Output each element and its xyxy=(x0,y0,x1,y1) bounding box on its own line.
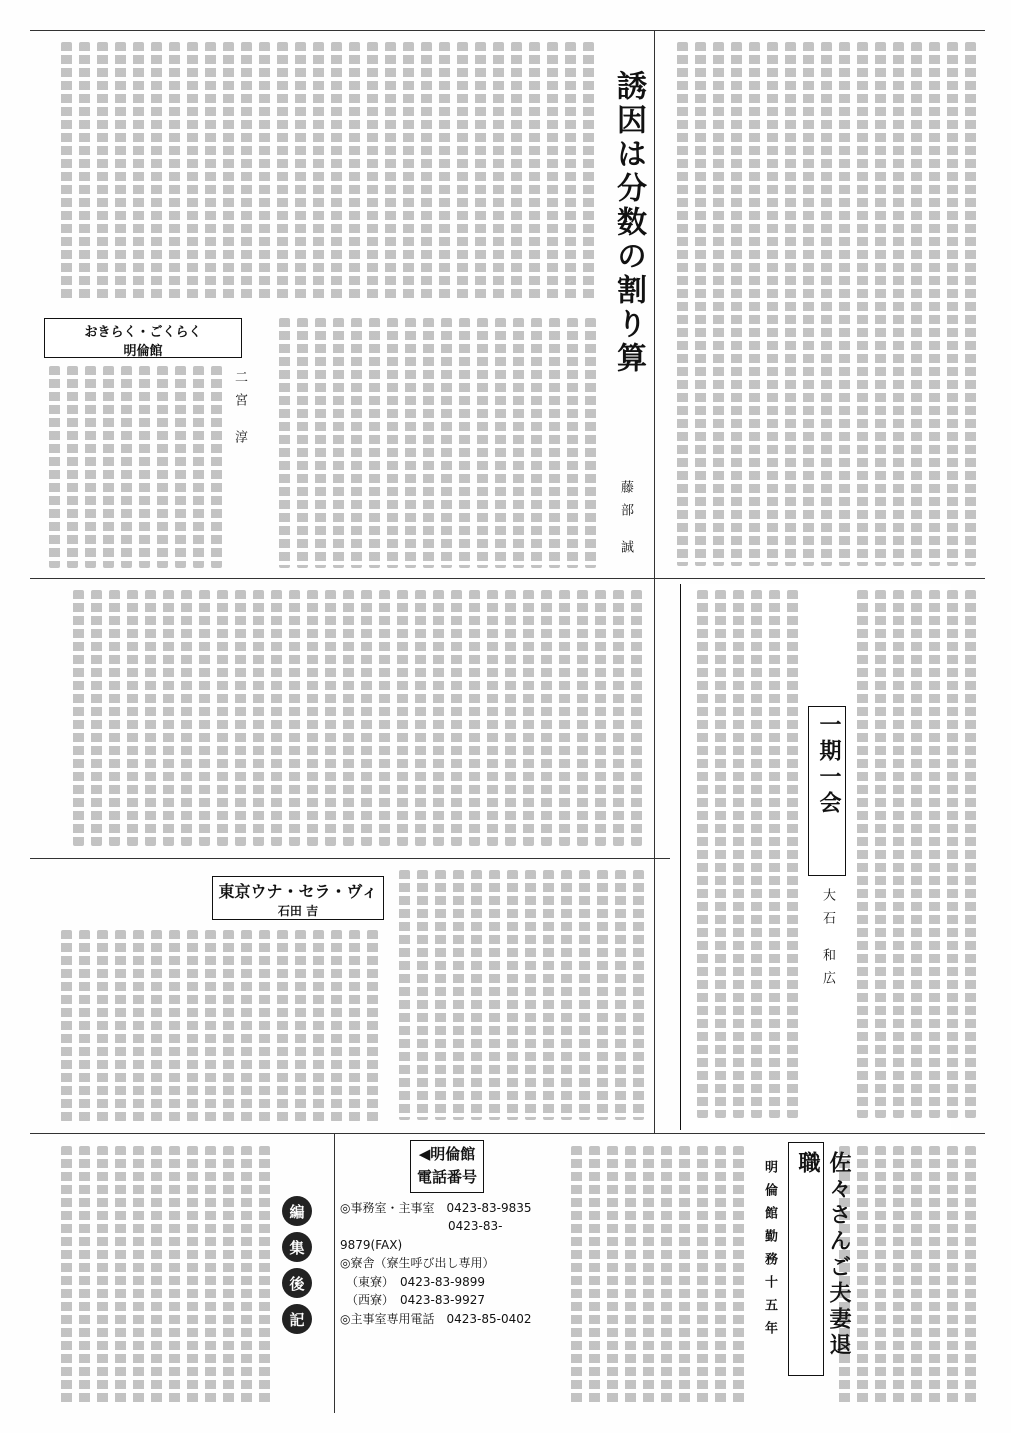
editor-char: 記 xyxy=(282,1304,312,1334)
okiraku-sub: 明倫館 xyxy=(123,344,163,359)
okiraku-heading-box xyxy=(44,318,242,358)
top-border xyxy=(30,30,985,31)
phone-line: ◎寮舎（寮生呼び出し専用） xyxy=(340,1256,495,1271)
col-divider-right xyxy=(654,30,655,1133)
ichigo-title-box xyxy=(808,706,846,876)
phone-numbers-box xyxy=(340,1140,554,1410)
phone-line: ◎主事室専用電話 0423-85-0402 xyxy=(340,1312,532,1327)
article-title-bunsu: 誘因は分数の割り算 xyxy=(611,70,646,376)
ichigo-body-right xyxy=(848,584,982,1124)
author-oishi: 大石 和広 xyxy=(820,888,835,995)
sasaki-title: 佐々さんご夫妻退職 xyxy=(795,1151,852,1359)
article-tokyo-body-right xyxy=(388,864,650,1126)
article-center-body-lower xyxy=(262,312,602,574)
phone-line: （東寮） 0423-83-9899 xyxy=(340,1274,486,1289)
sasaki-subtitle: 明倫館勤務十五年 xyxy=(762,1160,777,1344)
mid-divider-3 xyxy=(30,1133,985,1134)
article-center-body-upper xyxy=(40,36,600,306)
article-middle-body xyxy=(40,584,648,852)
sasaki-title-box xyxy=(788,1142,852,1376)
article-okiraku-body xyxy=(40,360,228,574)
article-top-right-body xyxy=(664,36,982,572)
tokyo-author: 石田 吉 xyxy=(277,904,319,918)
author-ninomiya: 二宮 淳 xyxy=(232,370,247,454)
phone-line: （西寮） 0423-83-9927 xyxy=(340,1293,486,1308)
article-tokyo-body-left xyxy=(40,924,384,1128)
ichigo-title: 一期一会 xyxy=(816,713,842,817)
col-divider-phone-left xyxy=(334,1133,335,1413)
mid-divider-1 xyxy=(30,578,985,579)
editor-body xyxy=(40,1140,276,1410)
sasaki-body-left xyxy=(560,1140,750,1410)
mid-divider-2 xyxy=(30,858,670,859)
author-fujibe: 藤部 誠 xyxy=(618,480,633,564)
sasaki-body-right xyxy=(830,1140,982,1410)
editor-char: 編 xyxy=(282,1196,312,1226)
phone-heading: ◀明倫館 電話番号 xyxy=(410,1140,484,1193)
ichigo-body-left xyxy=(688,584,804,1124)
phone-line: 0423-83-9879(FAX) xyxy=(340,1219,503,1252)
tokyo-title: 東京ウナ・セラ・ヴィ xyxy=(218,882,378,901)
phone-line: ◎事務室・主事室 0423-83-9835 xyxy=(340,1200,532,1215)
okiraku-title: おきらく・ごくらく xyxy=(84,325,202,340)
tokyo-heading-box xyxy=(212,876,384,920)
editor-char: 集 xyxy=(282,1232,312,1262)
editor-char: 後 xyxy=(282,1268,312,1298)
